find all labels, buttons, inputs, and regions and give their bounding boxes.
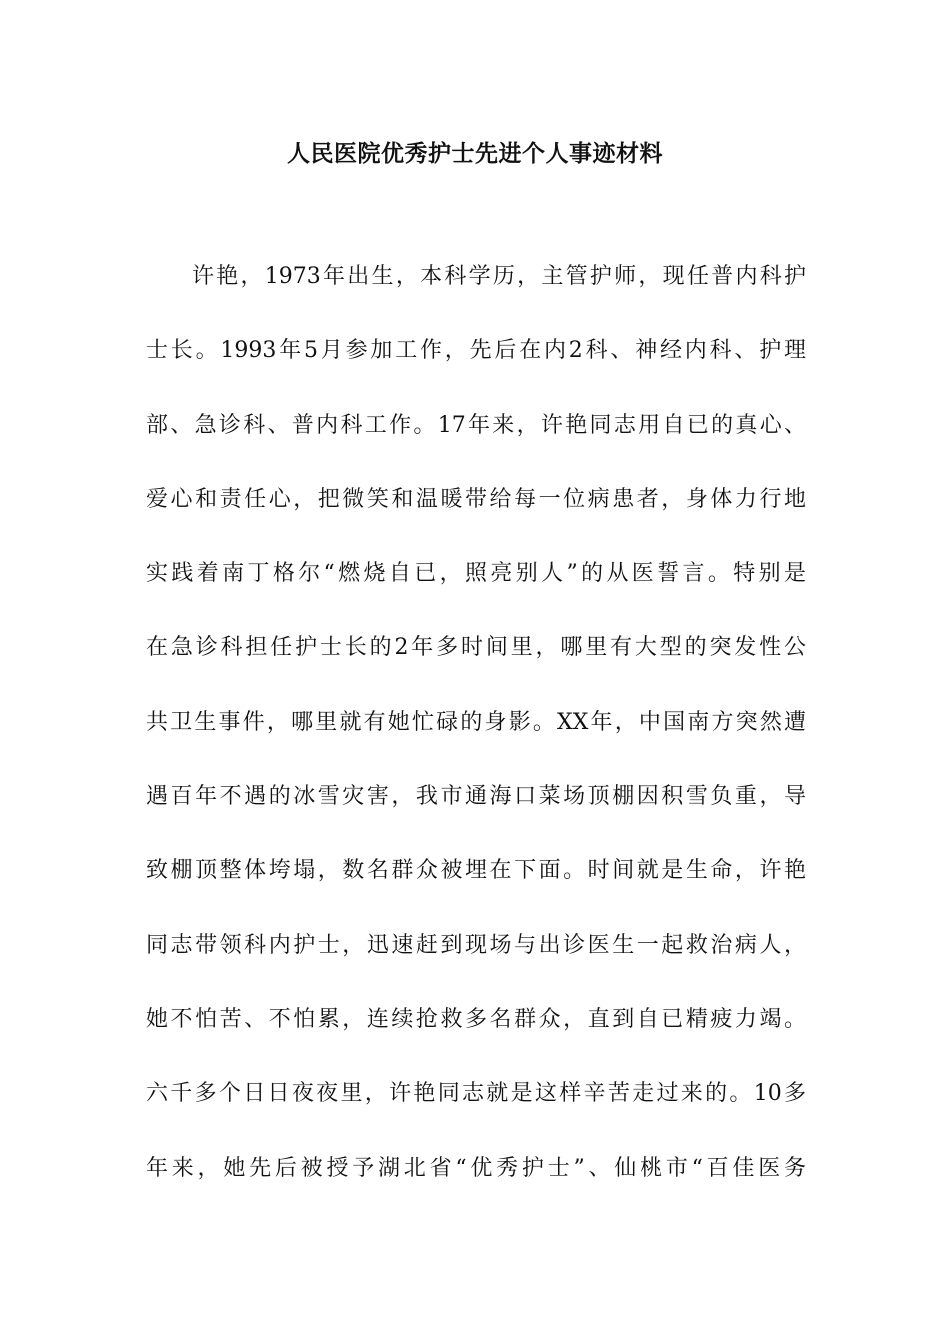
body-line: 士长。1993年5月参加工作，先后在内2科、神经内科、护理 xyxy=(146,338,806,364)
body-line: 年来，她先后被授予湖北省“优秀护士”、仙桃市“百佳医务 xyxy=(146,1155,806,1181)
body-line: 实践着南丁格尔“燃烧自已，照亮别人”的从医誓言。特别是 xyxy=(146,561,806,587)
document-body xyxy=(146,257,806,1223)
body-line: 许艳，1973年出生，本科学历，主管护师，现任普内科护 xyxy=(192,264,806,289)
body-line: 她不怕苦、不怕累，连续抢救多名群众，直到自已精疲力竭。 xyxy=(146,1006,806,1032)
body-line: 共卫生事件，哪里就有她忙碌的身影。XX年，中国南方突然遭 xyxy=(146,709,806,735)
document-title: 人民医院优秀护士先进个人事迹材料 xyxy=(287,140,663,167)
body-line: 在急诊科担任护士长的2年多时间里，哪里有大型的突发性公 xyxy=(146,635,806,661)
body-line: 致棚顶整体垮塌，数名群众被埋在下面。时间就是生命，许艳 xyxy=(146,858,806,884)
body-line: 六千多个日日夜夜里，许艳同志就是这样辛苦走过来的。10多 xyxy=(146,1081,806,1107)
body-line: 遇百年不遇的冰雪灾害，我市通海口菜场顶棚因积雪负重，导 xyxy=(146,784,806,810)
body-line: 爱心和责任心，把微笑和温暖带给每一位病患者，身体力行地 xyxy=(146,486,806,512)
body-line: 部、急诊科、普内科工作。17年来，许艳同志用自已的真心、 xyxy=(146,412,806,438)
body-line: 同志带领科内护士，迅速赶到现场与出诊医生一起救治病人， xyxy=(146,932,806,958)
